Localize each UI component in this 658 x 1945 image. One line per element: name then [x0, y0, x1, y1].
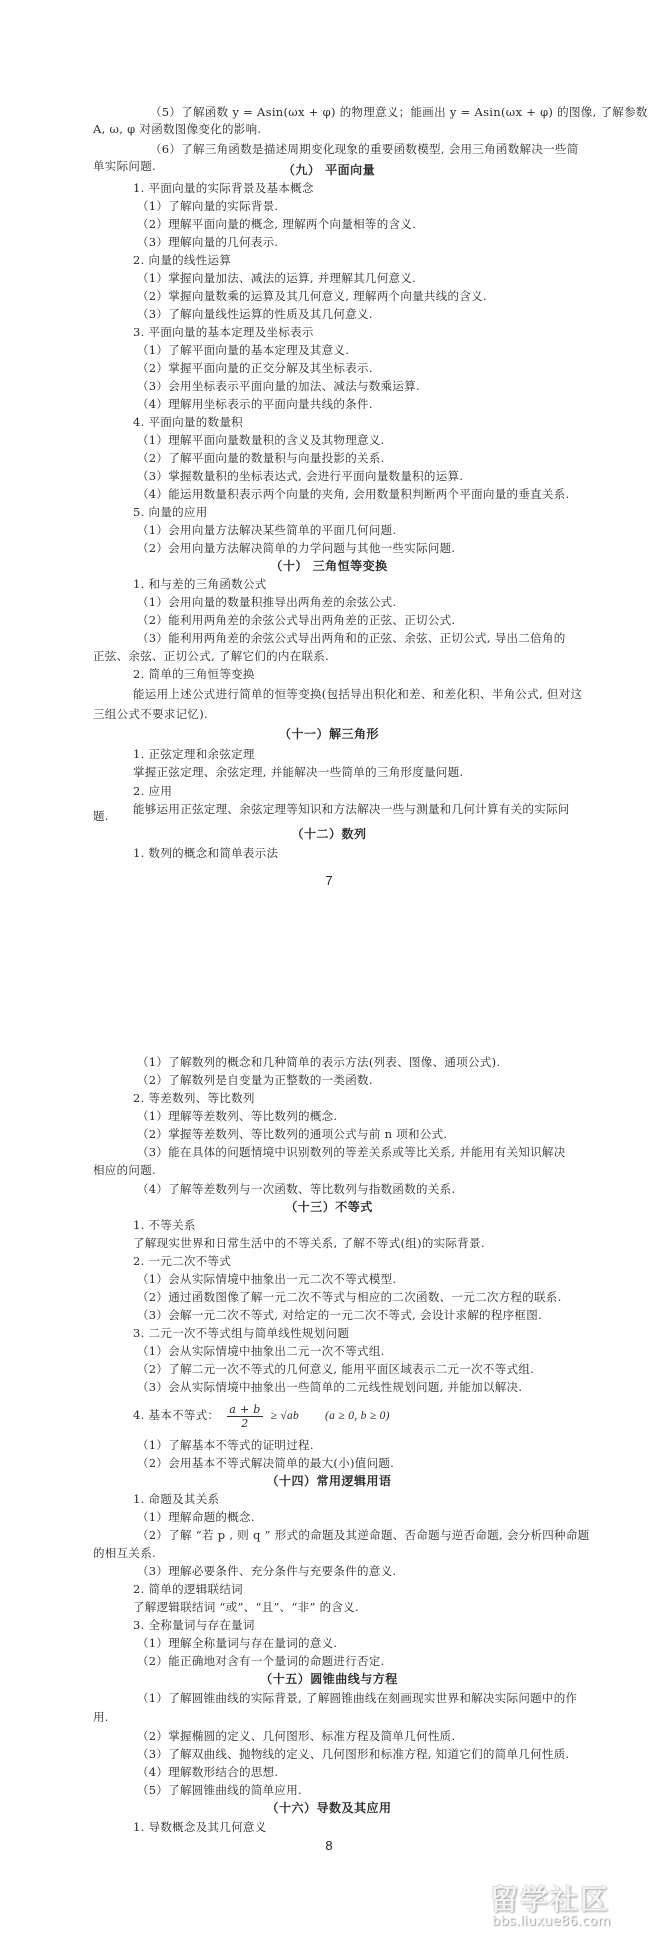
basic-inequality-formula — [133, 1401, 390, 1430]
text-line: 了解现实世界和日常生活中的不等关系, 了解不等式(组)的实际背景. — [133, 1236, 485, 1250]
section-heading: （十二）数列 — [291, 827, 367, 841]
section-heading: （十六）导数及其应用 — [266, 1801, 392, 1815]
text-line: （1）会用向量方法解决某些简单的平面几何问题. — [137, 523, 397, 537]
text-line: （3）了解双曲线、抛物线的定义、几何图形和标准方程, 知道它们的简单几何性质. — [137, 1747, 570, 1761]
section-heading: （十五）圆锥曲线与方程 — [260, 1672, 398, 1686]
text-line: 能够运用正弦定理、余弦定理等知识和方法解决一些与测量和几何计算有关的实际问 — [133, 802, 570, 816]
text-line: （3）能在具体的问题情境中识别数列的等差关系或等比关系, 并能用有关知识解决 — [137, 1145, 566, 1159]
page-number: 8 — [325, 1838, 333, 1853]
text-line: （2）了解二元一次不等式的几何意义, 能用平面区域表示二元一次不等式组. — [137, 1362, 535, 1376]
text-line: （2）能利用两角差的余弦公式导出两角差的正弦、正切公式. — [137, 613, 456, 627]
text-line: 3. 全称量词与存在量词 — [133, 1618, 255, 1632]
text-line: 1. 数列的概念和简单表示法 — [133, 846, 279, 860]
text-line: 2. 一元二次不等式 — [133, 1254, 232, 1268]
text-line: （2）会用向量方法解决简单的力学问题与其他一些实际问题. — [137, 541, 456, 555]
text-line: （3）理解必要条件、充分条件与充要条件的意义. — [137, 1564, 397, 1578]
text-line: （2）了解数列是自变量为正整数的一类函数. — [137, 1073, 373, 1087]
formula-rhs: ≥ √ab — [270, 1410, 300, 1422]
text-line: （4）理解数形结合的思想. — [137, 1765, 279, 1779]
text-line: 了解逻辑联结词 “或”、“且”、“非” 的含义. — [133, 1600, 359, 1614]
text-line: （1）会用向量的数量积推导出两角差的余弦公式. — [137, 595, 397, 609]
text-line: （3）理解向量的几何表示. — [137, 235, 279, 249]
section-heading: （十） 三角恒等变换 — [270, 559, 388, 573]
text-line: 三组公式不要求记忆). — [93, 707, 208, 721]
formula-label: 4. 基本不等式： — [133, 1408, 220, 1422]
text-line: （2）掌握椭圆的定义、几何图形、标准方程及简单几何性质. — [137, 1729, 456, 1743]
text-line: 1. 正弦定理和余弦定理 — [133, 747, 255, 761]
fraction-denominator: 2 — [241, 1416, 249, 1430]
text-line: 1. 和与差的三角函数公式 — [133, 577, 267, 591]
text-line: 的相互关系. — [93, 1546, 156, 1560]
page-number: 7 — [325, 873, 333, 888]
text-line: （1）理解平面向量数量积的含义及其物理意义. — [137, 433, 385, 447]
text-line: （3）会解一元二次不等式, 对给定的一元二次不等式, 会设计求解的程序框图. — [137, 1308, 542, 1322]
text-line: （1）了解基本不等式的证明过程. — [137, 1438, 314, 1452]
text-line: （2）掌握向量数乘的运算及其几何意义, 理解两个向量共线的含义. — [137, 289, 487, 303]
text-line: 1. 命题及其关系 — [133, 1492, 220, 1506]
text-line: （1）了解平面向量的基本定理及其意义. — [137, 343, 350, 357]
text-line: （2）能正确地对含有一个量词的命题进行否定. — [137, 1654, 385, 1668]
formula-condition: (a ≥ 0, b ≥ 0) — [325, 1410, 390, 1422]
text-line: （2）理解平面向量的概念, 理解两个向量相等的含义. — [137, 217, 417, 231]
text-line: （1）掌握向量加法、减法的运算, 并理解其几何意义. — [137, 271, 417, 285]
text-line: 2. 简单的三角恒等变换 — [133, 667, 255, 681]
text-line: （1）了解向量的实际背景. — [137, 199, 279, 213]
text-line: 1. 不等关系 — [133, 1218, 196, 1232]
fraction — [227, 1403, 262, 1430]
section-heading: （十一）解三角形 — [278, 727, 379, 741]
section-heading: （十三）不等式 — [285, 1200, 373, 1214]
text-line: （3）会从实际情境中抽象出一些简单的二元线性规划问题, 并能加以解决. — [137, 1380, 523, 1394]
text-line: （4）了解等差数列与一次函数、等比数列与指数函数的关系. — [137, 1182, 456, 1196]
text-line: （5）了解圆锥曲线的简单应用. — [137, 1783, 302, 1797]
watermark-title: 留学社区 — [490, 1883, 611, 1916]
section-heading: （九） 平面向量 — [282, 163, 376, 177]
text-line: 1. 平面向量的实际背景及基本概念 — [133, 181, 314, 195]
text-line: 2. 等差数列、等比数列 — [133, 1091, 255, 1105]
text-line: 掌握正弦定理、余弦定理, 并能解决一些简单的三角形度量问题. — [133, 765, 464, 779]
text-line: 用. — [93, 1710, 109, 1724]
text-line: 能运用上述公式进行简单的恒等变换(包括导出积化和差、和差化积、半角公式, 但对这 — [133, 687, 583, 701]
text-line: 2. 简单的逻辑联结词 — [133, 1582, 243, 1596]
text-line: （2）掌握等差数列、等比数列的通项公式与前 n 项和公式. — [137, 1127, 448, 1141]
text-line: 正弦、余弦、正切公式, 了解它们的内在联系. — [93, 649, 330, 663]
section-heading: （十四）常用逻辑用语 — [266, 1474, 392, 1488]
text-line: （1）了解数列的概念和几种简单的表示方法(列表、图像、通项公式). — [137, 1055, 501, 1069]
text-line: （2）了解平面向量的数量积与向量投影的关系. — [137, 451, 385, 465]
text-line: 2. 向量的线性运算 — [133, 253, 232, 267]
watermark-url: bbs.liuxue86.com — [492, 1914, 611, 1929]
text-line: 题. — [93, 809, 109, 823]
text-line: 5. 向量的应用 — [133, 505, 208, 519]
text-line: 3. 二元一次不等式组与简单线性规划问题 — [133, 1326, 350, 1340]
text-line: （5）了解函数 y = Asin(ωx + φ) 的物理意义；能画出 y = Asin(ωx + φ) 的图像, 了解参数 — [150, 105, 648, 119]
text-line: （1）会从实际情境中抽象出一元二次不等式模型. — [137, 1272, 397, 1286]
text-line: 单实际问题. — [93, 159, 156, 173]
text-line: A, ω, φ 对函数图像变化的影响. — [93, 122, 262, 136]
fraction-numerator: a + b — [229, 1402, 261, 1416]
text-line: （3）能利用两角差的余弦公式导出两角和的正弦、余弦、正切公式, 导出二倍角的 — [137, 631, 566, 645]
text-line: （1）理解全称量词与存在量词的意义. — [137, 1636, 338, 1650]
text-line: （2）会用基本不等式解决简单的最大(小)值问题. — [137, 1456, 395, 1470]
text-line: （1）理解命题的概念. — [137, 1510, 255, 1524]
text-line: （1）理解等差数列、等比数列的概念. — [137, 1109, 338, 1123]
text-line: 2. 应用 — [133, 784, 173, 798]
text-line: （2）掌握平面向量的正交分解及其坐标表示. — [137, 361, 373, 375]
text-line: （6）了解三角函数是描述周期变化现象的重要函数模型, 会用三角函数解决一些简 — [150, 142, 579, 156]
text-line: （1）了解圆锥曲线的实际背景, 了解圆锥曲线在刻画现实世界和解决实际问题中的作 — [137, 1691, 578, 1705]
text-line: 相应的问题. — [93, 1163, 156, 1177]
text-line: （3）会用坐标表示平面向量的加法、减法与数乘运算. — [137, 379, 420, 393]
text-line: （4）理解用坐标表示的平面向量共线的条件. — [137, 397, 373, 411]
text-line: （4）能运用数量积表示两个向量的夹角, 会用数量积判断两个平面向量的垂直关系. — [137, 487, 570, 501]
text-line: （2）了解 “若 p , 则 q ” 形式的命题及其逆命题、否命题与逆否命题, 会分析四种命题 — [137, 1528, 590, 1542]
text-line: （2）通过函数图像了解一元二次不等式与相应的二次函数、一元二次方程的联系. — [137, 1290, 562, 1304]
text-line: （1）会从实际情境中抽象出二元一次不等式组. — [137, 1344, 385, 1358]
text-line: （3）了解向量线性运算的性质及其几何意义. — [137, 307, 373, 321]
text-line: 3. 平面向量的基本定理及坐标表示 — [133, 325, 314, 339]
watermark-logo — [490, 1878, 650, 1938]
text-line: （3）掌握数量积的坐标表达式, 会进行平面向量数量积的运算. — [137, 469, 464, 483]
text-line: 1. 导数概念及其几何意义 — [133, 1820, 267, 1834]
text-line: 4. 平面向量的数量积 — [133, 415, 243, 429]
